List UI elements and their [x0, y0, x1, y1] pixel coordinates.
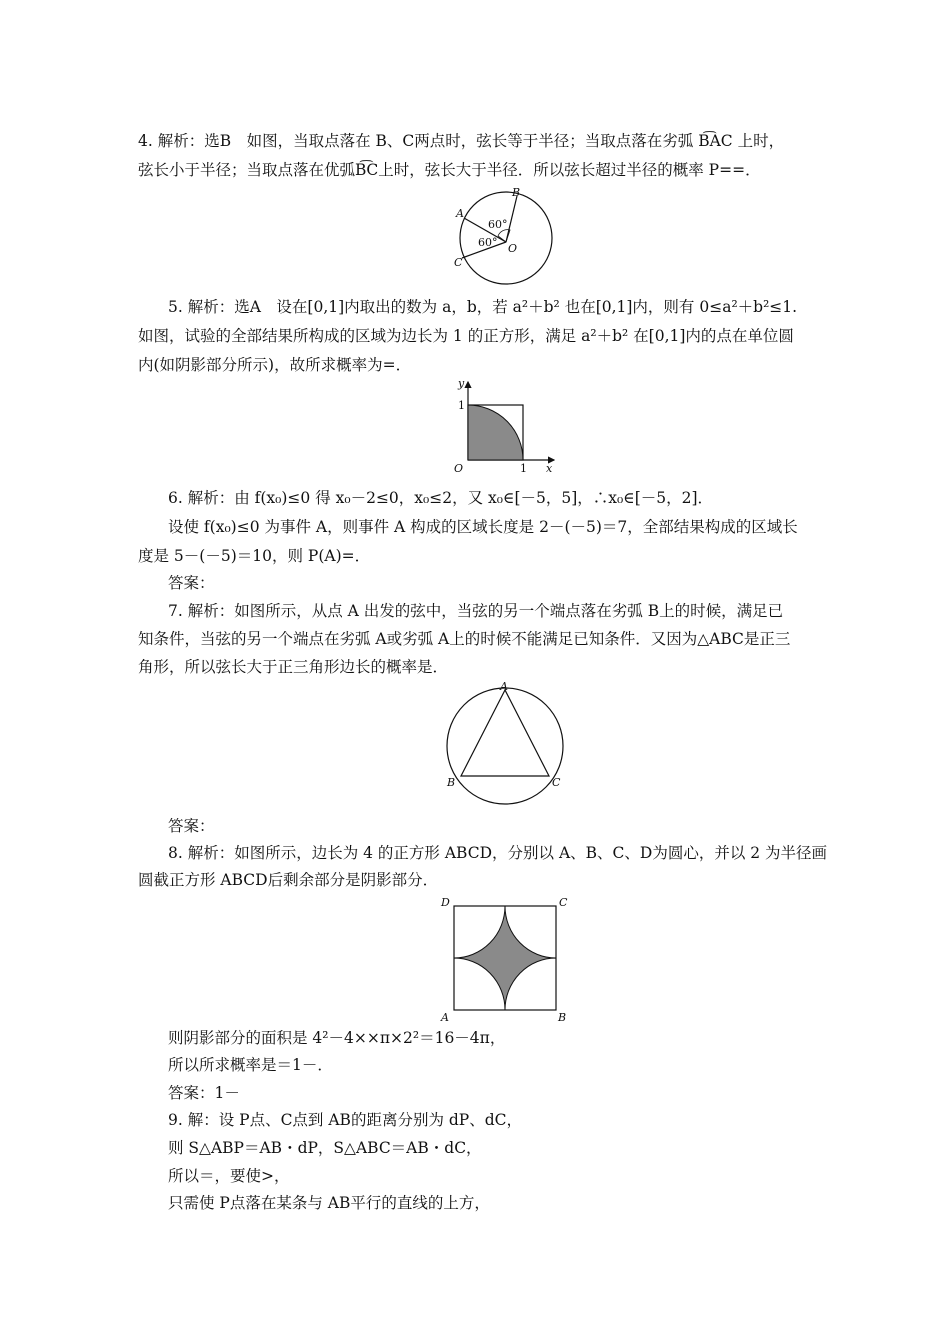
q9-text-line3: 所以＝，要使>，	[168, 1167, 290, 1185]
q6-text-line1: 6. 解析：由 f(x₀)≤0 得 x₀－2≤0，x₀≤2，又 x₀∈[－5，5]，∴x₀∈[－5，2]．	[168, 489, 714, 507]
q7-text-line2: 知条件，当弦的另一个端点在劣弧 A或劣弧 A上的时候不能满足已知条件．又因为△ABC是正三	[138, 630, 791, 648]
q8-answer: 答案：1－	[168, 1084, 240, 1102]
q5-y-tick-label: 1	[458, 399, 465, 412]
q8-label-D: D	[441, 896, 450, 909]
q5-x-tick-label: 1	[520, 462, 527, 474]
q4-text-line2: 弦长小于半径；当取点落在优弧B͡C上时，弦长大于半径．所以弦长超过半径的概率 P==．	[138, 161, 761, 179]
q6-answer: 答案：	[168, 574, 215, 592]
q6-text-line2: 设使 f(x₀)≤0 为事件 A，则事件 A 构成的区域长度是 2－(－5)＝7，全部结果构成的区域长	[168, 518, 798, 536]
q5-text-line2: 如图，试验的全部结果所构成的区域为边长为 1 的正方形，满足 a²＋b² 在[0,1]内的点在单位圆	[138, 327, 794, 345]
q7-inscribed-triangle-figure	[440, 682, 570, 806]
q5-x-axis-label: x	[546, 462, 553, 474]
q6-text-line3: 度是 5－(－5)＝10，则 P(A)=．	[138, 547, 371, 565]
q7-label-B: B	[447, 776, 456, 789]
q4-label-A: A	[456, 207, 464, 220]
q5-text-line3: 内(如阴影部分所示)，故所求概率为=．	[138, 356, 412, 374]
q8-label-C: C	[559, 896, 568, 909]
q4-angle-label-1: 60°	[488, 218, 508, 231]
q8-text-line3: 则阴影部分的面积是 4²－4××π×2²＝16－4π，	[168, 1029, 506, 1047]
q8-label-A: A	[441, 1011, 449, 1024]
q5-y-axis-label: y	[458, 378, 465, 390]
q5-text-line1: 5. 解析：选A 设在[0,1]内取出的数为 a，b，若 a²＋b² 也在[0,1]内，则有 0≤a²＋b²≤1.	[168, 298, 798, 316]
q8-label-B: B	[558, 1011, 567, 1024]
q4-circle-figure	[440, 184, 560, 290]
q8-text-line4: 所以所求概率是＝1－．	[168, 1056, 333, 1074]
q4-label-B: B	[512, 186, 521, 199]
q8-square-figure	[436, 894, 572, 1026]
q4-label-C: C	[454, 256, 463, 269]
q7-label-A: A	[500, 682, 508, 693]
q4-label-O: O	[508, 242, 518, 255]
q7-text-line1: 7. 解析：如图所示，从点 A 出发的弦中，当弦的另一个端点落在劣弧 B上的时候，满足已	[168, 602, 784, 620]
q9-text-line1: 9. 解：设 P点、C点到 AB的距离分别为 dP、dC，	[168, 1111, 523, 1129]
q8-text-line1: 8. 解析：如图所示，边长为 4 的正方形 ABCD，分别以 A、B、C、D为圆心，并以 2 为半径画	[168, 844, 828, 862]
q4-text-line1: 4. 解析：选B 如图，当取点落在 B、C两点时，弦长等于半径；当取点落在劣弧 B͡AC 上时，	[138, 132, 785, 150]
q7-label-C: C	[552, 776, 561, 789]
q5-origin-label: O	[454, 462, 464, 474]
q4-angle-label-2: 60°	[478, 236, 498, 249]
q7-answer: 答案：	[168, 817, 215, 835]
q5-unit-square-figure	[448, 378, 560, 474]
q8-text-line2: 圆截正方形 ABCD后剩余部分是阴影部分．	[138, 871, 439, 889]
q7-text-line3: 角形，所以弦长大于正三角形边长的概率是．	[138, 658, 449, 676]
q9-text-line2: 则 S△ABP＝AB・dP，S△ABC＝AB・dC，	[168, 1139, 482, 1157]
q9-text-line4: 只需使 P点落在某条与 AB平行的直线的上方，	[168, 1194, 490, 1212]
